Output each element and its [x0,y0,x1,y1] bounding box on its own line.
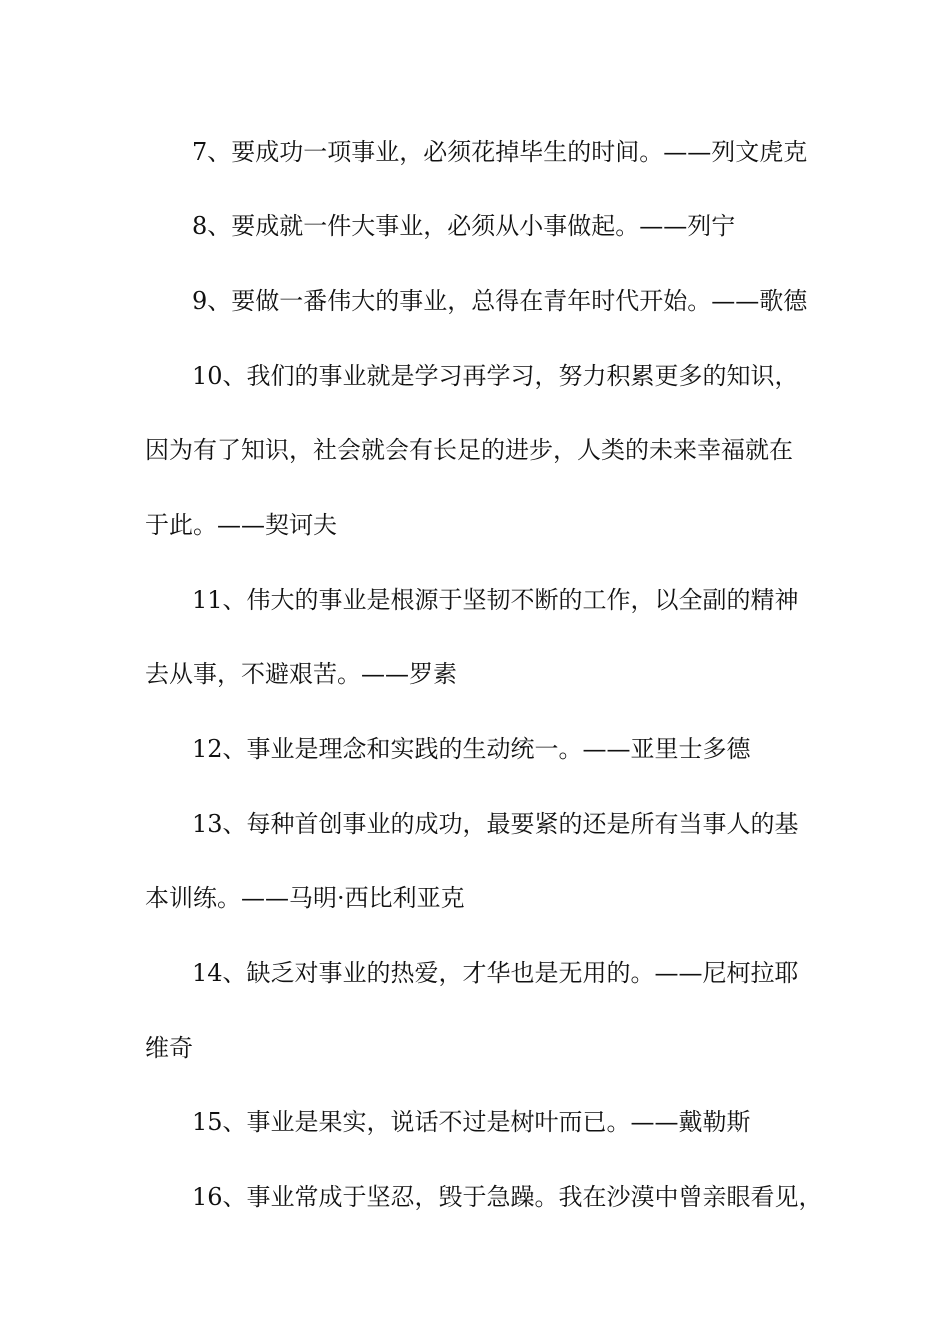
text-line: 11、伟大的事业是根源于坚韧不断的工作，以全副的精神 [192,586,799,614]
text-line: 7、要成功一项事业，必须花掉毕生的时间。——列文虎克 [192,138,808,166]
text-line: 因为有了知识，社会就会有长足的进步，人类的未来幸福就在 [145,436,793,464]
text-line: 于此。——契诃夫 [145,511,337,539]
text-line: 10、我们的事业就是学习再学习，努力积累更多的知识， [192,362,799,390]
text-line: 15、事业是果实，说话不过是树叶而已。——戴勒斯 [192,1108,751,1136]
text-line: 本训练。——马明·西比利亚克 [145,884,465,912]
text-line: 14、缺乏对事业的热爱，才华也是无用的。——尼柯拉耶 [192,959,799,987]
text-line: 16、事业常成于坚忍，毁于急躁。我在沙漠中曾亲眼看见， [192,1183,823,1211]
text-line: 9、要做一番伟大的事业，总得在青年时代开始。——歌德 [192,287,808,315]
text-line: 维奇 [145,1034,193,1062]
text-line: 8、要成就一件大事业，必须从小事做起。——列宁 [192,212,736,240]
text-line: 去从事，不避艰苦。——罗素 [145,660,457,688]
text-line: 13、每种首创事业的成功，最要紧的还是所有当事人的基 [192,810,799,838]
text-line: 12、事业是理念和实践的生动统一。——亚里士多德 [192,735,751,763]
